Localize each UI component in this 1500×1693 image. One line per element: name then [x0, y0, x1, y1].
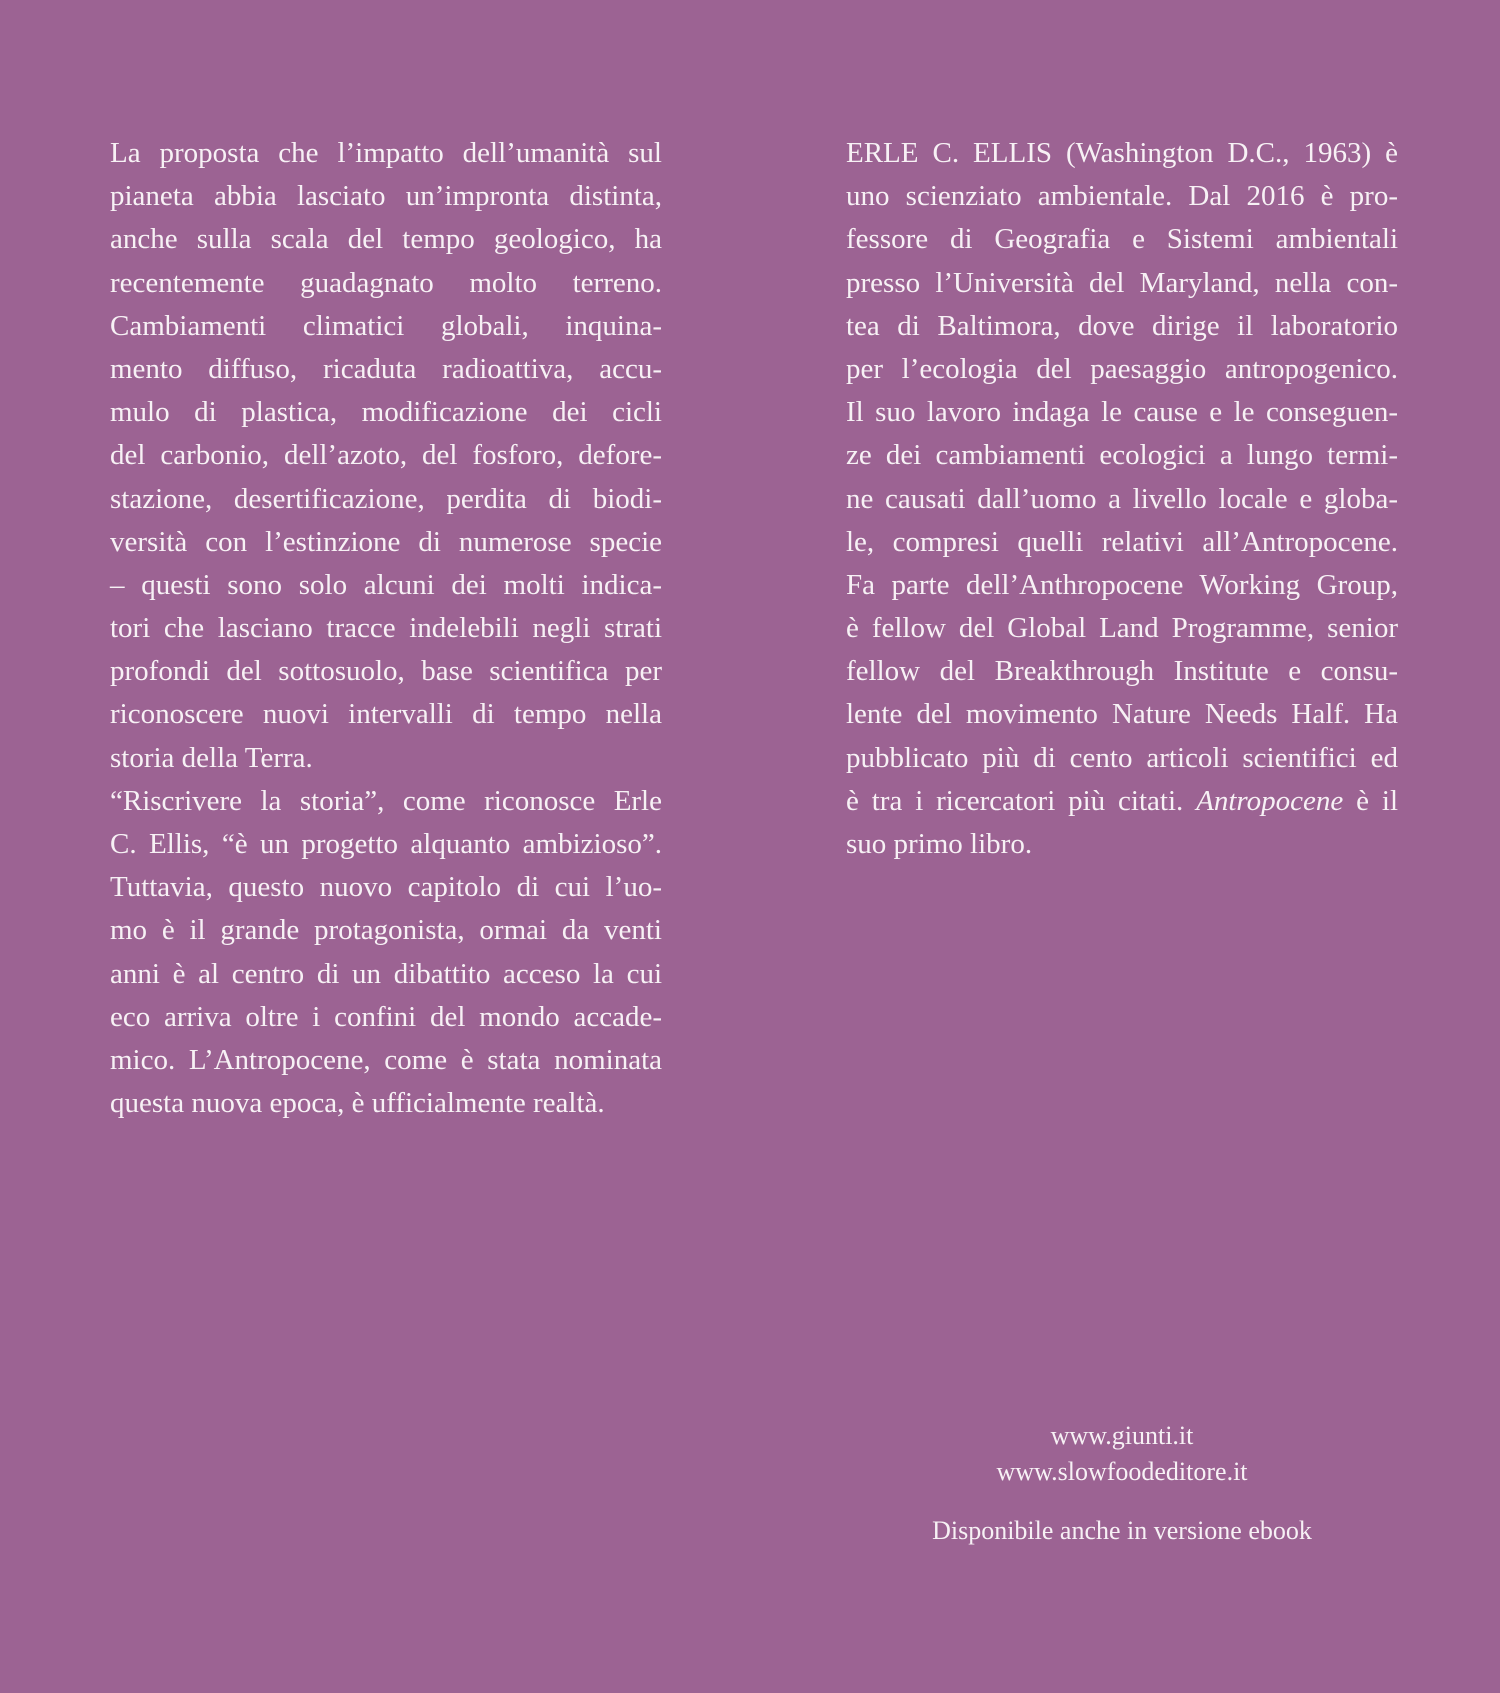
synopsis-line: anni è al centro di un dibattito acceso la cui [110, 957, 662, 990]
author-bio-text-block [846, 132, 1398, 866]
author-bio-line: ze dei cambiamenti ecologici a lungo termi- [846, 439, 1398, 472]
synopsis-line: mico. L’Antropocene, come è stata nominata [110, 1043, 662, 1076]
ebook-availability-note: Disponibile anche in versione ebook [932, 1516, 1312, 1545]
book-title-italic: Antropocene [1196, 784, 1344, 817]
author-bio-line: le, compresi quelli relativi all’Antropocene. [846, 525, 1398, 558]
synopsis-line: eco arriva oltre i confini del mondo accade- [110, 1000, 662, 1033]
author-bio-line: ERLE C. ELLIS (Washington D.C., 1963) è [846, 137, 1398, 169]
synopsis-line: storia della Terra. [110, 741, 313, 774]
synopsis-line: mo è il grande protagonista, ormai da venti [110, 914, 662, 947]
synopsis-line: La proposta che l’impatto dell’umanità sul [110, 137, 662, 169]
synopsis-line: – questi sono solo alcuni dei molti indica- [110, 568, 662, 601]
synopsis-line: anche sulla scala del tempo geologico, ha [110, 223, 662, 256]
synopsis-line: Tuttavia, questo nuovo capitolo di cui l’uo- [110, 871, 662, 904]
author-bio-line: fessore di Geografia e Sistemi ambientali [846, 223, 1398, 256]
author-bio-line: per l’ecologia del paesaggio antropogenico. [846, 352, 1398, 385]
synopsis-line: “Riscrivere la storia”, come riconosce Erle [110, 784, 662, 817]
author-bio-line: è fellow del Global Land Programme, senior [846, 612, 1398, 645]
author-bio-line: presso l’Università del Maryland, nella con- [846, 266, 1398, 299]
author-bio-line: uno scienziato ambientale. Dal 2016 è pro- [846, 180, 1398, 213]
synopsis-line: del carbonio, dell’azoto, del fosforo, defore- [110, 439, 662, 472]
author-bio-line: fellow del Breakthrough Institute e consu- [846, 655, 1398, 688]
synopsis-line: mento diffuso, ricaduta radioattiva, accu- [110, 352, 662, 385]
synopsis-line: Cambiamenti climatici globali, inquina- [110, 309, 662, 342]
synopsis-line: mulo di plastica, modificazione dei cicli [110, 396, 662, 429]
author-bio-line-text: è tra i ricercatori più citati. [846, 784, 1184, 817]
synopsis-line: versità con l’estinzione di numerose specie [110, 525, 662, 558]
author-bio-line: suo primo libro. [846, 828, 1033, 860]
publisher-url-giunti[interactable]: www.giunti.it [1050, 1421, 1194, 1450]
author-bio-line: tea di Baltimora, dove dirige il laboratorio [846, 309, 1398, 342]
author-bio-line: ne causati dall’uomo a livello locale e globa- [846, 482, 1398, 515]
synopsis-line: C. Ellis, “è un progetto alquanto ambizioso”. [110, 828, 662, 860]
synopsis-line: questa nuova epoca, è ufficialmente realtà. [110, 1087, 605, 1120]
author-bio-line: Fa parte dell’Anthropocene Working Group, [846, 568, 1398, 601]
author-bio-line: pubblicato più di cento articoli scientifici ed [846, 741, 1398, 774]
synopsis-line: riconoscere nuovi intervalli di tempo nella [110, 698, 662, 731]
synopsis-line: pianeta abbia lasciato un’impronta distinta, [110, 180, 662, 213]
synopsis-line: profondi del sottosuolo, base scientifica per [110, 655, 662, 688]
synopsis-line: tori che lasciano tracce indelebili negli strati [110, 612, 662, 645]
author-bio-line [846, 780, 1398, 823]
synopsis-line: stazione, desertificazione, perdita di biodi- [110, 482, 662, 515]
synopsis-text-block [110, 132, 662, 1125]
author-bio-line: Il suo lavoro indaga le cause e le conseguen- [846, 396, 1398, 429]
author-bio-line-text: è il [1356, 784, 1398, 817]
synopsis-line: recentemente guadagnato molto terreno. [110, 266, 662, 299]
author-bio-line: lente del movimento Nature Needs Half. Ha [846, 698, 1398, 731]
publisher-url-slowfood[interactable]: www.slowfoodeditore.it [996, 1457, 1248, 1486]
publisher-info [846, 1418, 1398, 1549]
